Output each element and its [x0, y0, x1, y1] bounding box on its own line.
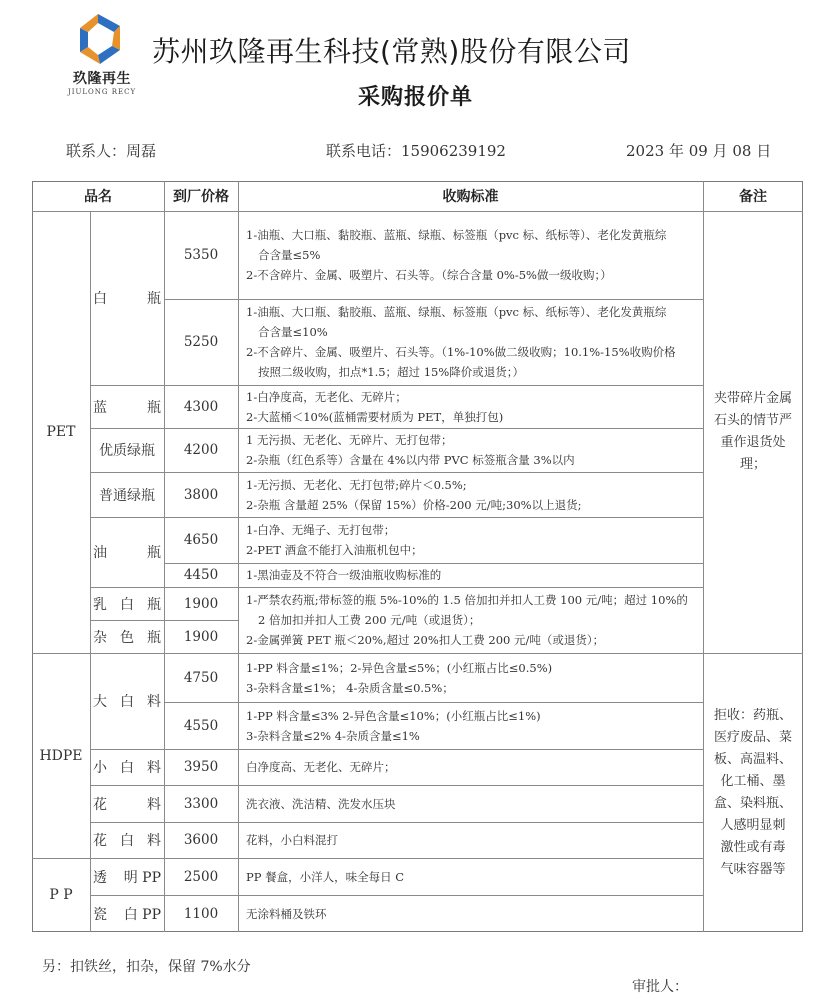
- item-name: 白 瓶: [93, 291, 161, 307]
- item-name: 乳 白 瓶: [93, 596, 161, 613]
- category-pp: P P: [49, 887, 73, 903]
- price-cell: 1900: [183, 628, 219, 645]
- column-header-note: 备注: [739, 189, 767, 205]
- price-cell: 3300: [183, 795, 219, 812]
- price-cell: 3950: [183, 759, 219, 775]
- item-name: 普通绿瓶: [99, 487, 155, 504]
- standard-cell: 洗衣液、洗洁精、洗发水压块: [246, 796, 396, 811]
- category-pet: PET: [46, 424, 76, 440]
- standard-cell: 白净度高、无老化、无碎片；: [246, 760, 396, 774]
- price-cell: 4200: [183, 442, 219, 458]
- logo-name-cn: 玖隆再生: [73, 71, 131, 87]
- item-name: 优质绿瓶: [99, 443, 155, 459]
- item-name: 大 白 料: [93, 694, 161, 710]
- price-cell: 4550: [183, 717, 219, 734]
- hexagon-logo-icon: [62, 12, 142, 68]
- price-cell: 4650: [183, 532, 219, 548]
- price-cell: 5250: [183, 334, 219, 350]
- item-name: 小 白 料: [93, 760, 161, 776]
- price-cell: 1900: [183, 595, 219, 612]
- item-name: 蓝 瓶: [93, 399, 161, 416]
- standard-cell: 1-白净、无绳子、无打包带； 2-PET 酒盒不能打入油瓶机包中；: [246, 523, 423, 557]
- column-header-standard: 收购标准: [442, 189, 499, 205]
- standard-cell: 1-油瓶、大口瓶、黏胶瓶、蓝瓶、绿瓶、标签瓶（pvc 标、纸标等）、老化发黄瓶综 合含量≤10% 2-不含碎片、金属、吸塑片、石头等。（1%-10%做二级收购；10.1%-15%收购价格 按照二级收购，扣点*1.5；超过 15%降价或退货；）: [246, 305, 676, 379]
- logo-name-en: JIULONG RECY: [67, 88, 137, 96]
- contact-phone: 联系电话：15906239192: [326, 142, 506, 160]
- company-name: 苏州玖隆再生科技(常熟)股份有限公司: [152, 35, 631, 68]
- standard-cell-shared: 1-严禁农药瓶;带标签的瓶 5%-10%的 1.5 倍加扣并扣人工费 100 元/吨；超过 10%的 2 倍加扣并扣人工费 200 元/吨（或退货）； 2-金属弹簧 PET 瓶＜20%,超过 20%扣人工费 200 元/吨（或退货）；: [246, 593, 688, 647]
- standard-cell: 1-白净度高，无老化、无碎片； 2-大蓝桶＜10%(蓝桶需要材质为 PET，单独打包): [246, 389, 504, 424]
- contact-person: 联系人：周磊: [66, 142, 157, 160]
- note-pet: 夹带碎片金属 石头的情节严 重作退货处理；: [713, 391, 792, 472]
- price-cell: 4750: [183, 669, 219, 686]
- standard-cell: 1-PP 料含量≤1%；2-异色含量≤5%；(小红瓶占比≤0.5%) 3-杂料含量≤1%； 4-杂质含量≤0.5%；: [246, 660, 553, 695]
- standard-cell: 无涂料桶及铁环: [246, 906, 327, 921]
- standard-cell: 1-油瓶、大口瓶、黏胶瓶、蓝瓶、绿瓶、标签瓶（pvc 标、纸标等）、老化发黄瓶综 合含量≤5% 2-不含碎片、金属、吸塑片、石头等。（综合含量 0%-5%做一级收购；）: [246, 228, 667, 282]
- item-name: 透 明 PP: [93, 869, 161, 886]
- price-cell: 5350: [183, 247, 219, 263]
- standard-cell: 1-黑油壶及不符合一级油瓶收购标准的: [246, 568, 442, 582]
- item-name: 花 白 料: [93, 833, 161, 849]
- standard-cell: PP 餐盒，小洋人，味全每日 C: [246, 869, 405, 884]
- price-cell: 4450: [183, 567, 219, 583]
- category-hdpe: HDPE: [39, 747, 83, 764]
- approver-label: 审批人：: [632, 979, 688, 995]
- standard-cell: 1-PP 料含量≤3% 2-异色含量≤10%；(小红瓶占比≤1%) 3-杂料含量≤2% 4-杂质含量≤1%: [246, 708, 541, 743]
- item-name: 杂 色 瓶: [93, 629, 161, 646]
- document-title: 采购报价单: [358, 85, 474, 110]
- price-cell: 3800: [183, 486, 219, 503]
- price-cell: 2500: [183, 868, 219, 885]
- note-hdpe-pp: 拒收：药瓶、 医疗废品、菜 板、高温料、 化工桶、墨 盒、染料瓶、 人感明显刺 激性或有毒 气味容器等: [713, 708, 792, 877]
- column-header-name: 品名: [84, 189, 112, 205]
- price-cell: 3600: [183, 832, 219, 848]
- standard-cell: 花料，小白料混打: [246, 833, 338, 847]
- standard-cell: 1-无污损、无老化、无打包带;碎片＜0.5%; 2-杂瓶 含量超 25%（保留 15%）价格-200 元/吨;30%以上退货;: [246, 477, 582, 512]
- column-header-price: 到厂价格: [173, 189, 229, 205]
- item-name: 瓷 白 PP: [93, 906, 161, 923]
- price-cell: 4300: [183, 398, 219, 415]
- item-name: 油 瓶: [93, 545, 161, 561]
- footer-note: 另：扣铁丝，扣杂，保留 7%水分: [42, 959, 251, 975]
- company-logo: [62, 12, 137, 104]
- standard-cell: 1 无污损、无老化、无碎片、无打包带； 2-杂瓶（红色系等）含量在 4%以内带 PVC 标签瓶含量 3%以内: [246, 433, 575, 467]
- quote-date: 2023 年 09 月 08 日: [626, 142, 772, 160]
- price-cell: 1100: [183, 905, 219, 922]
- item-name: 花 料: [93, 796, 161, 813]
